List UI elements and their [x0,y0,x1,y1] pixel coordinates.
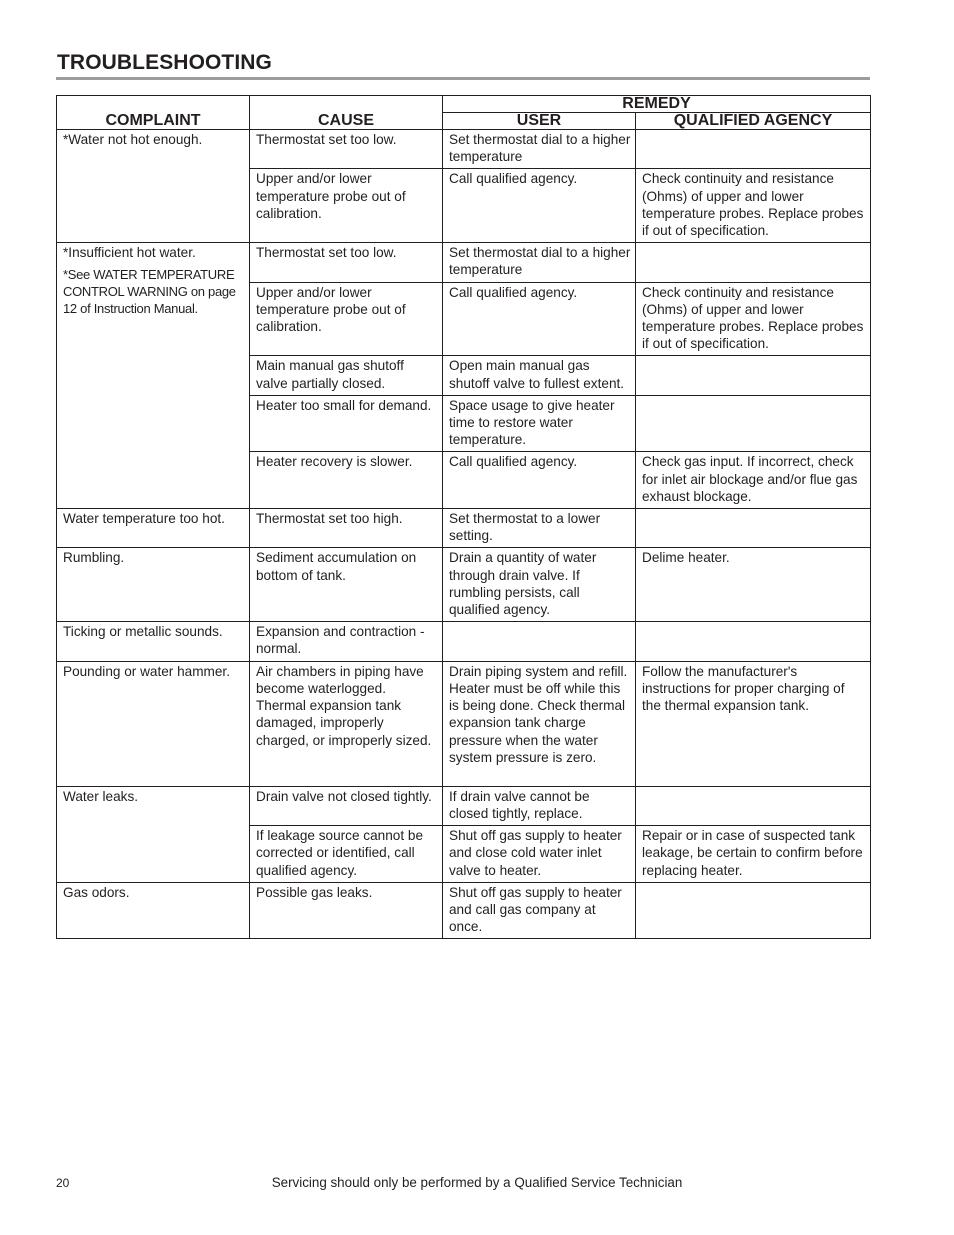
table-row [57,548,871,622]
table-row [57,882,871,939]
user-remedy-cell: If drain valve cannot be closed tightly, replace. [443,786,636,825]
header-qualified-agency: QUALIFIED AGENCY [636,113,871,130]
user-remedy-cell: Space usage to give heater time to restore water temperature. [443,395,636,452]
agency-remedy-cell [636,243,871,282]
cause-cell: Heater recovery is slower. [250,452,443,509]
complaint-cell [57,130,250,243]
agency-remedy-cell [636,356,871,395]
header-complaint: COMPLAINT [57,96,250,130]
agency-remedy-cell: Check gas input. If incorrect, check for inlet air blockage and/or flue gas exhaust blockage. [636,452,871,509]
user-remedy-cell: Set thermostat dial to a higher temperature [443,130,636,169]
page-title: TROUBLESHOOTING [57,51,272,74]
table-row [57,622,871,661]
complaint-text: *Water not hot enough. [63,132,203,147]
header-remedy: REMEDY [443,96,871,113]
agency-remedy-cell [636,395,871,452]
user-remedy-cell: Call qualified agency. [443,452,636,509]
cause-cell: Thermostat set too low. [250,243,443,282]
user-remedy-cell: Open main manual gas shutoff valve to fullest extent. [443,356,636,395]
agency-remedy-cell [636,882,871,939]
cause-cell: Thermostat set too low. [250,130,443,169]
user-remedy-cell: Call qualified agency. [443,282,636,356]
agency-remedy-cell [636,509,871,548]
cause-cell: Upper and/or lower temperature probe out of calibration. [250,169,443,243]
agency-remedy-cell: Check continuity and resistance (Ohms) of upper and lower temperature probes. Replace probes if out of specification. [636,169,871,243]
title-underline [56,77,870,80]
agency-remedy-cell [636,786,871,825]
cause-cell: Thermostat set too high. [250,509,443,548]
agency-remedy-cell: Check continuity and resistance (Ohms) of upper and lower temperature probes. Replace probes if out of specification. [636,282,871,356]
table-row [57,786,871,825]
user-remedy-cell: Shut off gas supply to heater and call gas company at once. [443,882,636,939]
agency-remedy-cell [636,130,871,169]
complaint-cell [57,243,250,509]
header-user: USER [443,113,636,130]
cause-cell: If leakage source cannot be corrected or identified, call qualified agency. [250,826,443,883]
table-row [57,661,871,786]
cause-cell: Possible gas leaks. [250,882,443,939]
cause-cell: Upper and/or lower temperature probe out of calibration. [250,282,443,356]
cause-cell: Main manual gas shutoff valve partially closed. [250,356,443,395]
user-remedy-cell: Drain piping system and refill. Heater must be off while this is being done. Check thermal expansion tank charge pressure when the water system pressure is zero. [443,661,636,786]
header-cause: CAUSE [250,96,443,130]
cause-cell: Sediment accumulation on bottom of tank. [250,548,443,622]
user-remedy-cell [443,622,636,661]
user-remedy-cell: Set thermostat to a lower setting. [443,509,636,548]
table-row [57,243,871,282]
complaint-text: Water leaks. [63,788,139,804]
complaint-cell [57,786,250,882]
user-remedy-cell: Drain a quantity of water through drain valve. If rumbling persists, call qualified agency. [443,548,636,622]
complaint-cell: Pounding or water hammer. [57,661,250,786]
table-row [57,130,871,169]
cause-cell: Expansion and contraction - normal. [250,622,443,661]
complaint-cell: Water temperature too hot. [57,509,250,548]
warning-note: *See WATER TEMPERATURE CONTROL WARNING on page 12 of Instruction Manual. [63,267,236,317]
user-remedy-cell: Call qualified agency. [443,169,636,243]
agency-remedy-cell: Repair or in case of suspected tank leakage, be certain to confirm before replacing heater. [636,826,871,883]
cause-cell: Heater too small for demand. [250,395,443,452]
cause-cell: Drain valve not closed tightly. [250,786,443,825]
troubleshooting-table [56,95,871,939]
agency-remedy-cell [636,622,871,661]
page-number: 20 [56,1176,70,1190]
table-row [57,509,871,548]
complaint-text: *Insufficient hot water. [63,245,196,261]
complaint-cell: Rumbling. [57,548,250,622]
agency-remedy-cell: Follow the manufacturer's instructions for proper charging of the thermal expansion tank. [636,661,871,786]
agency-remedy-cell: Delime heater. [636,548,871,622]
user-remedy-cell: Shut off gas supply to heater and close cold water inlet valve to heater. [443,826,636,883]
footer-notice-text: Servicing should only be performed by a Qualified Service Technician [271,1175,683,1190]
cause-cell: Air chambers in piping have become waterlogged. Thermal expansion tank damaged, improperly charged, or improperly sized. [250,661,443,786]
footer-notice [0,1175,954,1190]
complaint-cell: Gas odors. [57,882,250,939]
complaint-cell: Ticking or metallic sounds. [57,622,250,661]
user-remedy-cell: Set thermostat dial to a higher temperature [443,243,636,282]
